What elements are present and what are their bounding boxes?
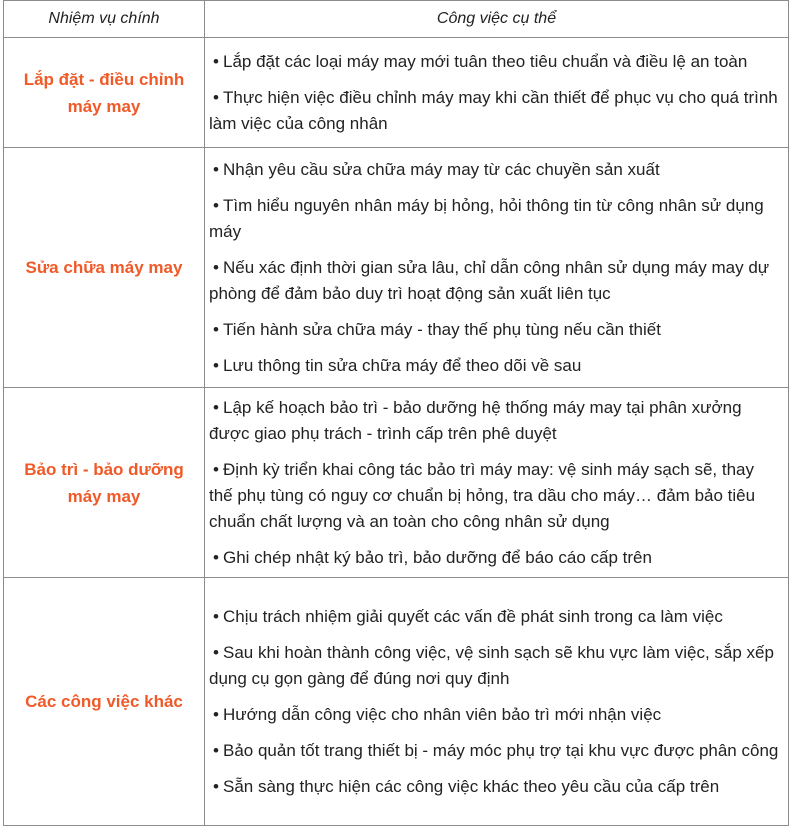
bullet-icon: • [213,195,219,215]
list-item [209,312,782,348]
list-item [209,635,782,697]
detail-cell [205,388,789,578]
list-item [209,348,782,384]
list-item [209,769,782,805]
list-item [209,188,782,250]
table-row [4,388,789,578]
list-item-text: Nhận yêu cầu sửa chữa máy may từ các chuyền sản xuất [223,159,660,179]
bullet-icon: • [213,606,219,626]
bullet-icon: • [213,740,219,760]
list-item-text: Ghi chép nhật ký bảo trì, bảo dưỡng để báo cáo cấp trên [223,547,652,567]
task-cell: Các công việc khác [4,578,205,826]
list-item [209,44,782,80]
table-row [4,38,789,148]
list-item [209,250,782,312]
task-cell: Bảo trì - bảo dưỡng máy may [4,388,205,578]
task-cell: Lắp đặt - điều chỉnh máy may [4,38,205,148]
list-item [209,733,782,769]
list-item [209,540,782,576]
bullet-icon: • [213,87,219,107]
list-item-text: Lập kế hoạch bảo trì - bảo dưỡng hệ thống máy may tại phân xưởng được giao phụ trách - trình cấp trên phê duyệt [209,397,742,443]
list-item-text: Thực hiện việc điều chỉnh máy may khi cần thiết để phục vụ cho quá trình làm việc của công nhân [209,87,778,133]
bullet-icon: • [213,547,219,567]
header-row [4,1,789,38]
detail-cell [205,38,789,148]
header-detail: Công việc cụ thể [205,1,789,38]
list-item-text: Hướng dẫn công việc cho nhân viên bảo trì mới nhận việc [223,704,662,724]
list-item-text: Lắp đặt các loại máy may mới tuân theo tiêu chuẩn và điều lệ an toàn [223,51,748,71]
table-body [4,38,789,826]
table-row [4,148,789,388]
table-row [4,578,789,826]
list-item [209,452,782,540]
list-item [209,80,782,142]
bullet-icon: • [213,355,219,375]
duty-table [3,0,789,826]
bullet-icon: • [213,704,219,724]
bullet-icon: • [213,159,219,179]
bullet-icon: • [213,459,219,479]
bullet-icon: • [213,776,219,796]
list-item [209,599,782,635]
task-cell: Sửa chữa máy may [4,148,205,388]
bullet-icon: • [213,397,219,417]
list-item-text: Sẵn sàng thực hiện các công việc khác theo yêu cầu của cấp trên [223,776,720,796]
detail-cell [205,578,789,826]
list-item-text: Nếu xác định thời gian sửa lâu, chỉ dẫn công nhân sử dụng máy may dự phòng để đảm bảo duy trì hoạt động sản xuất liên tục [209,257,770,303]
bullet-icon: • [213,642,219,662]
list-item [209,697,782,733]
list-item-text: Chịu trách nhiệm giải quyết các vấn đề phát sinh trong ca làm việc [223,606,723,626]
list-item-text: Lưu thông tin sửa chữa máy để theo dõi về sau [223,355,582,375]
bullet-icon: • [213,257,219,277]
list-item-text: Sau khi hoàn thành công việc, vệ sinh sạch sẽ khu vực làm việc, sắp xếp dụng cụ gọn gàng để đúng nơi quy định [209,642,774,688]
list-item [209,390,782,452]
bullet-icon: • [213,319,219,339]
list-item-text: Bảo quản tốt trang thiết bị - máy móc phụ trợ tại khu vực được phân công [223,740,779,760]
bullet-icon: • [213,51,219,71]
list-item-text: Tiến hành sửa chữa máy - thay thế phụ tùng nếu cần thiết [223,319,661,339]
header-task: Nhiệm vụ chính [4,1,205,38]
list-item-text: Tìm hiểu nguyên nhân máy bị hỏng, hỏi thông tin từ công nhân sử dụng máy [209,195,764,241]
list-item [209,152,782,188]
list-item-text: Định kỳ triển khai công tác bảo trì máy may: vệ sinh máy sạch sẽ, thay thế phụ tùng có nguy cơ chuẩn bị hỏng, tra dầu cho máy… đảm bảo tiêu chuẩn chất lượng và an toàn cho công nhân sử dụng [209,459,756,531]
detail-cell [205,148,789,388]
